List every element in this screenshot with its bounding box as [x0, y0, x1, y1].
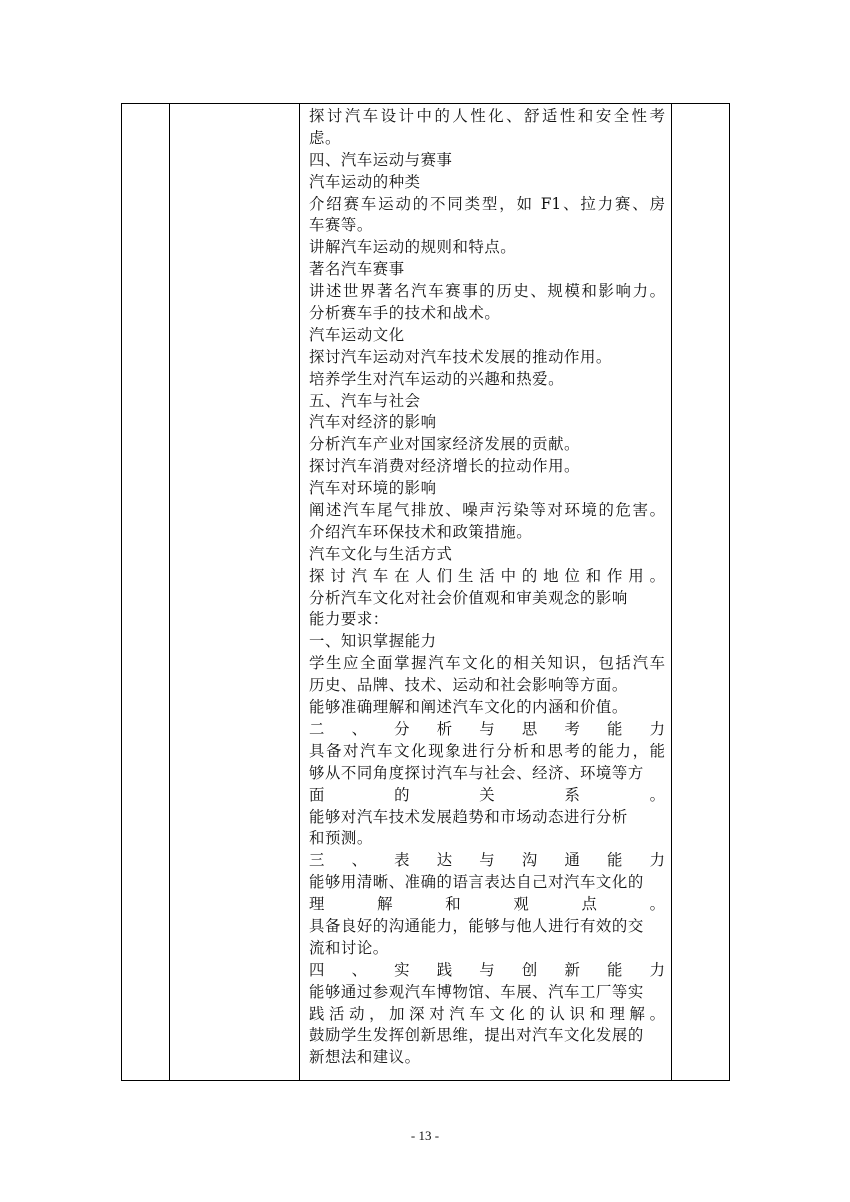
text-line: 阐述汽车尾气排放、噪声污染等对环境的危害。 — [309, 501, 665, 520]
text-line: 探讨汽车消费对经济增长的拉动作用。 — [309, 457, 580, 476]
text-line: 汽车运动文化 — [309, 325, 405, 344]
text-line: 分析汽车文化对社会价值观和审美观念的影响 — [309, 588, 628, 607]
text-line: 车赛等。 — [309, 216, 373, 235]
text-line: 能够通过参观汽车博物馆、车展、汽车工厂等实 — [309, 982, 644, 1001]
text-line: 虑。 — [309, 128, 341, 147]
text-line: 能够准确理解和阐述汽车文化的内涵和价值。 — [309, 698, 628, 717]
text-line: 能够对汽车技术发展趋势和市场动态进行分析 — [309, 807, 628, 826]
text-line: 能够用清晰、准确的语言表达自己对汽车文化的 — [309, 873, 644, 892]
text-line: 介绍赛车运动的不同类型，如 F1、拉力赛、房 — [309, 194, 665, 213]
text-line: 三、表达与沟通能力 — [309, 851, 665, 870]
text-line: 培养学生对汽车运动的兴趣和热爱。 — [309, 369, 565, 388]
text-line: 四、实践与创新能力 — [309, 960, 665, 979]
table-column-4 — [671, 104, 729, 1080]
text-line: 汽车对环境的影响 — [309, 479, 437, 498]
text-line: 践活动，加深对汽车文化的认识和理解。 — [309, 1004, 665, 1023]
text-line: 历史、品牌、技术、运动和社会影响等方面。 — [309, 676, 628, 695]
text-line: 理解和观点。 — [309, 895, 665, 914]
text-line: 四、汽车运动与赛事 — [309, 150, 453, 169]
text-line: 新想法和建议。 — [309, 1048, 421, 1067]
text-line: 探讨汽车运动对汽车技术发展的推动作用。 — [309, 347, 612, 366]
text-line: 流和讨论。 — [309, 938, 389, 957]
text-line: 具备良好的沟通能力，能够与他人进行有效的交 — [309, 916, 644, 935]
text-line: 鼓励学生发挥创新思维，提出对汽车文化发展的 — [309, 1026, 644, 1045]
table-column-1 — [122, 104, 170, 1080]
text-line: 一、知识掌握能力 — [309, 632, 437, 651]
text-line: 介绍汽车环保技术和政策措施。 — [309, 522, 533, 541]
text-line: 二、分析与思考能力 — [309, 719, 665, 738]
text-line: 面的关系。 — [309, 785, 665, 804]
table-column-content — [299, 104, 672, 1080]
text-line: 汽车运动的种类 — [309, 172, 421, 191]
course-table — [121, 103, 730, 1081]
text-line: 分析赛车手的技术和战术。 — [309, 304, 501, 323]
text-line: 具备对汽车文化现象进行分析和思考的能力，能 — [309, 741, 665, 760]
text-line: 著名汽车赛事 — [309, 260, 405, 279]
text-line: 讲解汽车运动的规则和特点。 — [309, 238, 517, 257]
content-text-block — [309, 106, 665, 1069]
text-line: 讲述世界著名汽车赛事的历史、规模和影响力。 — [309, 282, 665, 301]
text-line: 学生应全面掌握汽车文化的相关知识，包括汽车 — [309, 654, 665, 673]
text-line: 探讨汽车在人们生活中的地位和作用。 — [309, 566, 665, 585]
text-line: 够从不同角度探讨汽车与社会、经济、环境等方 — [309, 763, 644, 782]
text-line: 五、汽车与社会 — [309, 391, 421, 410]
text-line: 分析汽车产业对国家经济发展的贡献。 — [309, 435, 580, 454]
text-line: 汽车文化与生活方式 — [309, 544, 453, 563]
text-line: 和预测。 — [309, 829, 373, 848]
text-line: 汽车对经济的影响 — [309, 413, 437, 432]
page-number: - 13 - — [410, 1128, 440, 1143]
table-column-2 — [169, 104, 300, 1080]
text-line: 能力要求： — [309, 610, 389, 629]
text-line: 探讨汽车设计中的人性化、舒适性和安全性考 — [309, 107, 665, 125]
